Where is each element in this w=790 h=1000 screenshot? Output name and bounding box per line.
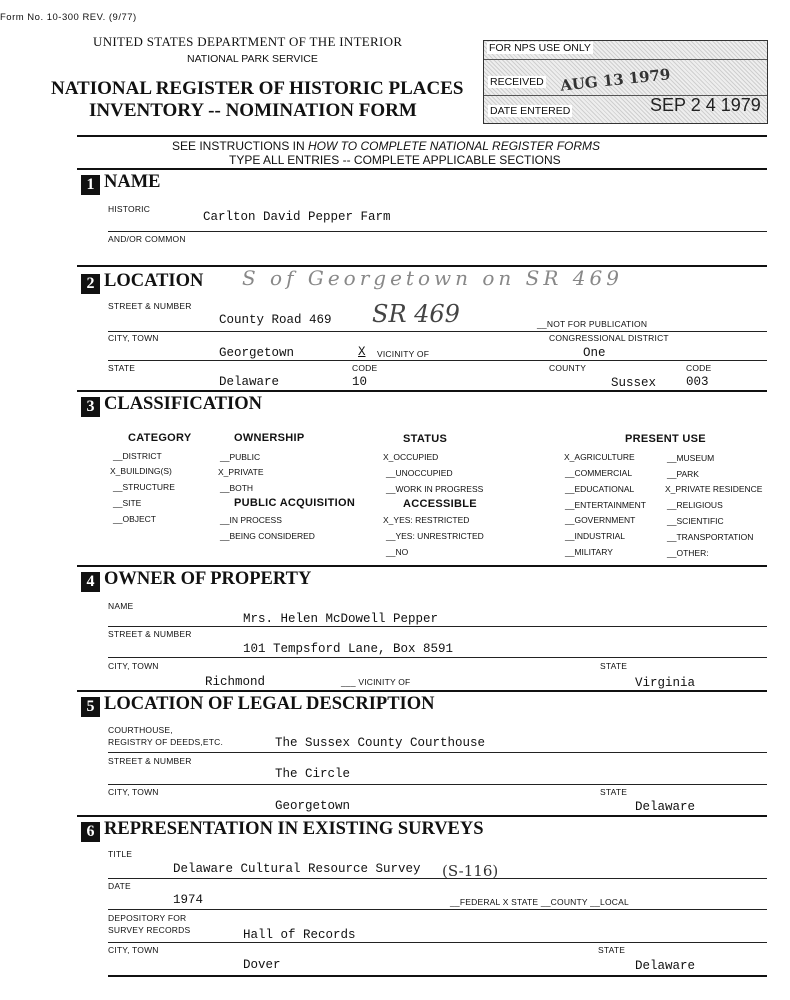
form-title-line1: NATIONAL REGISTER OF HISTORIC PLACES — [51, 78, 464, 99]
category-item: __OBJECT — [113, 514, 156, 524]
county-label: COUNTY — [549, 363, 587, 373]
public-acquisition-item: __IN PROCESS — [220, 515, 282, 525]
section-number-1: 1 — [81, 175, 100, 195]
survey-levels: __FEDERAL X STATE __COUNTY __LOCAL — [450, 897, 629, 907]
state-label: STATE — [108, 363, 136, 373]
section-title: OWNER OF PROPERTY — [104, 569, 312, 589]
legal-state-value: Delaware — [635, 800, 696, 814]
category-item: __STRUCTURE — [113, 482, 175, 492]
present-use-item: __SCIENTIFIC — [667, 516, 724, 526]
survey-title-label: TITLE — [108, 849, 133, 859]
nps-box-header: FOR NPS USE ONLY — [489, 42, 591, 54]
section-number-5: 5 — [81, 697, 100, 717]
present-use-item: X_AGRICULTURE — [564, 452, 635, 462]
handwritten-location-note: S of Georgetown on SR 469 — [242, 266, 623, 290]
accessible-item: X_YES: RESTRICTED — [383, 515, 470, 525]
common-name-label: AND/OR COMMON — [108, 234, 186, 244]
instructions-prefix: SEE INSTRUCTIONS IN — [172, 139, 309, 153]
present-use-item: __GOVERNMENT — [565, 515, 636, 525]
section-number-3: 3 — [81, 397, 100, 417]
depository-value: Hall of Records — [243, 928, 356, 942]
ownership-item: __BOTH — [220, 483, 254, 493]
vicinity-mark: X — [358, 345, 366, 359]
legal-street-label: STREET & NUMBER — [108, 756, 192, 766]
section-title: LOCATION OF LEGAL DESCRIPTION — [104, 694, 435, 714]
instructions-line-1 — [172, 139, 600, 153]
city-town-label: CITY, TOWN — [108, 333, 159, 343]
courthouse-label-1: COURTHOUSE, — [108, 725, 173, 735]
county-value: Sussex — [611, 376, 657, 390]
present-use-item: __TRANSPORTATION — [667, 532, 754, 542]
survey-state-label: STATE — [598, 945, 626, 955]
street-value: County Road 469 — [219, 313, 332, 327]
ownership-item: __PUBLIC — [220, 452, 261, 462]
survey-title-value: Delaware Cultural Resource Survey — [173, 862, 421, 876]
section-name-heading — [81, 172, 161, 195]
section-title: REPRESENTATION IN EXISTING SURVEYS — [104, 819, 484, 839]
owner-city-value: Richmond — [205, 675, 266, 689]
legal-city-value: Georgetown — [275, 799, 351, 813]
present-use-item: __ENTERTAINMENT — [565, 500, 646, 510]
present-use-item: __MILITARY — [565, 547, 613, 557]
survey-date-value: 1974 — [173, 893, 204, 907]
street-handwritten: SR 469 — [372, 300, 460, 328]
received-stamp: AUG 13 1979 — [559, 65, 672, 95]
section-title: CLASSIFICATION — [104, 394, 262, 414]
owner-name-label: NAME — [108, 601, 134, 611]
owner-state-label: STATE — [600, 661, 628, 671]
legal-state-label: STATE — [600, 787, 628, 797]
owner-name-value: Mrs. Helen McDowell Pepper — [243, 612, 439, 626]
present-use-header: PRESENT USE — [625, 433, 706, 445]
survey-city-value: Dover — [243, 958, 281, 972]
form-title-line2: INVENTORY -- NOMINATION FORM — [89, 100, 417, 121]
section-number-4: 4 — [81, 572, 100, 592]
category-item: X_BUILDING(S) — [110, 466, 172, 476]
present-use-item: __OTHER: — [667, 548, 709, 558]
county-code-value: 003 — [686, 375, 709, 389]
status-header: STATUS — [403, 433, 448, 445]
accessible-item: __NO — [386, 547, 409, 557]
owner-state-value: Virginia — [635, 676, 696, 690]
section-number-2: 2 — [81, 274, 100, 294]
present-use-item: __INDUSTRIAL — [565, 531, 625, 541]
present-use-item: __EDUCATIONAL — [565, 484, 635, 494]
section-title: LOCATION — [104, 271, 204, 291]
survey-city-label: CITY, TOWN — [108, 945, 159, 955]
owner-street-value: 101 Tempsford Lane, Box 8591 — [243, 642, 454, 656]
received-label: RECEIVED — [490, 76, 544, 88]
historic-label: HISTORIC — [108, 204, 151, 214]
congressional-value: One — [583, 346, 606, 360]
status-item: __WORK IN PROGRESS — [386, 484, 484, 494]
section-location-heading — [81, 271, 203, 294]
survey-date-label: DATE — [108, 881, 131, 891]
state-code-value: 10 — [352, 375, 368, 389]
legal-city-label: CITY, TOWN — [108, 787, 159, 797]
survey-handwritten-code: (S-116) — [442, 862, 499, 880]
status-item: X_OCCUPIED — [383, 452, 439, 462]
present-use-item: __MUSEUM — [667, 453, 715, 463]
survey-state-value: Delaware — [635, 959, 696, 973]
not-for-publication: __NOT FOR PUBLICATION — [537, 319, 648, 329]
instructions-italic: HOW TO COMPLETE NATIONAL REGISTER FORMS — [308, 139, 601, 153]
public-acquisition-header: PUBLIC ACQUISITION — [234, 497, 356, 509]
form-number: Form No. 10-300 REV. (9/77) — [0, 12, 137, 23]
nps-use-box — [483, 40, 768, 124]
street-number-label: STREET & NUMBER — [108, 301, 192, 311]
section-classification-heading — [81, 394, 262, 417]
legal-street-value: The Circle — [275, 767, 351, 781]
depository-label-1: DEPOSITORY FOR — [108, 913, 187, 923]
courthouse-value: The Sussex County Courthouse — [275, 736, 486, 750]
state-code-label: CODE — [352, 363, 378, 373]
section-legal-heading — [81, 694, 435, 717]
owner-city-label: CITY, TOWN — [108, 661, 159, 671]
present-use-item: __PARK — [667, 469, 699, 479]
instructions-line-2: TYPE ALL ENTRIES -- COMPLETE APPLICABLE SECTIONS — [229, 153, 561, 167]
accessible-header: ACCESSIBLE — [403, 498, 477, 510]
status-item: __UNOCCUPIED — [386, 468, 453, 478]
category-item: __SITE — [113, 498, 142, 508]
accessible-item: __YES: UNRESTRICTED — [386, 531, 484, 541]
date-entered-label: DATE ENTERED — [490, 105, 571, 117]
public-acquisition-item: __BEING CONSIDERED — [220, 531, 315, 541]
state-value: Delaware — [219, 375, 280, 389]
city-value: Georgetown — [219, 346, 295, 360]
section-number-6: 6 — [81, 822, 100, 842]
service-name: NATIONAL PARK SERVICE — [187, 53, 318, 65]
courthouse-label-2: REGISTRY OF DEEDS,ETC. — [108, 737, 224, 747]
county-code-label: CODE — [686, 363, 712, 373]
owner-vicinity-label: ___ VICINITY OF — [341, 677, 411, 687]
owner-street-label: STREET & NUMBER — [108, 629, 192, 639]
date-entered-stamp: SEP 2 4 1979 — [650, 95, 761, 115]
congressional-district-label: CONGRESSIONAL DISTRICT — [549, 333, 669, 343]
section-surveys-heading — [81, 819, 484, 842]
ownership-header: OWNERSHIP — [234, 432, 305, 444]
historic-name-value: Carlton David Pepper Farm — [203, 210, 391, 224]
ownership-item: X_PRIVATE — [218, 467, 264, 477]
present-use-item: X_PRIVATE RESIDENCE — [665, 484, 763, 494]
category-item: __DISTRICT — [113, 451, 162, 461]
vicinity-label: VICINITY OF — [377, 349, 430, 359]
section-owner-heading — [81, 569, 311, 592]
agency-name: UNITED STATES DEPARTMENT OF THE INTERIOR — [93, 34, 403, 49]
present-use-item: __RELIGIOUS — [667, 500, 723, 510]
present-use-item: __COMMERCIAL — [565, 468, 633, 478]
category-header: CATEGORY — [128, 432, 192, 444]
section-title: NAME — [104, 172, 161, 192]
depository-label-2: SURVEY RECORDS — [108, 925, 191, 935]
